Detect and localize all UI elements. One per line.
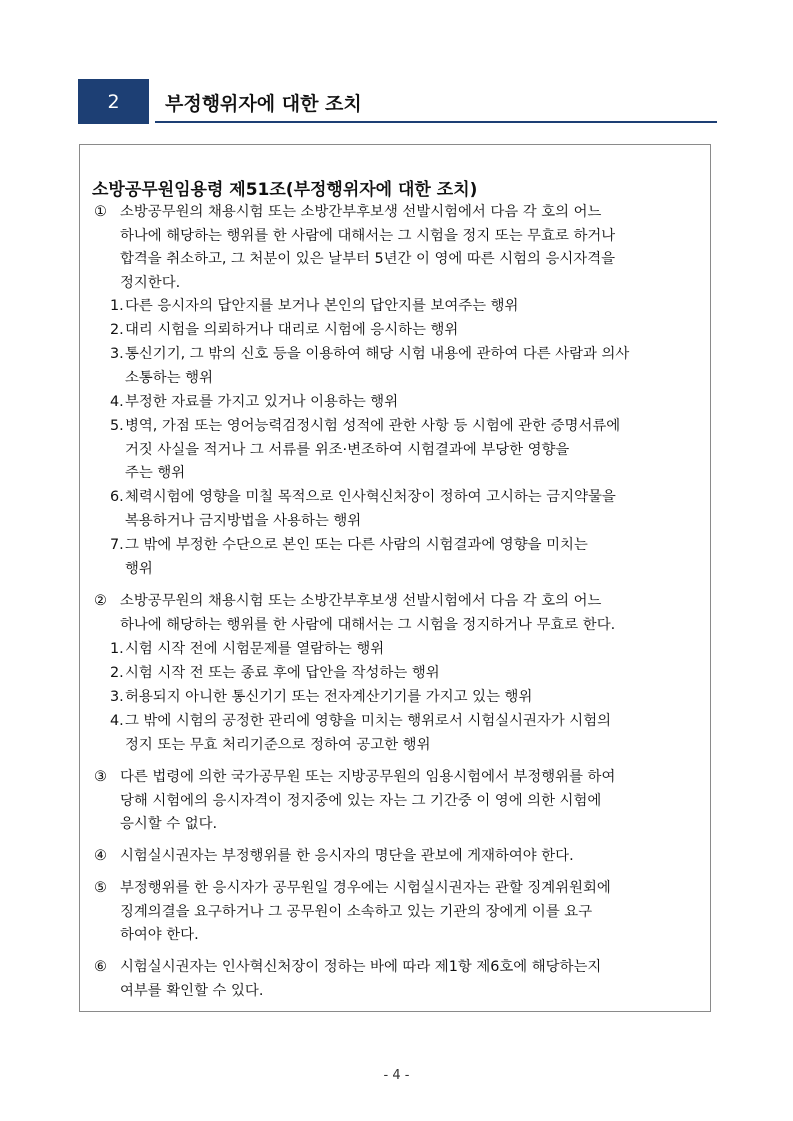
clause-line: 당해 시험에의 응시자격이 정지중에 있는 자는 그 기간중 이 영에 의한 시험에	[120, 792, 602, 809]
item-line: 시험 시작 전 또는 종료 후에 답안을 작성하는 행위	[125, 665, 440, 681]
clause-line: 하나에 해당하는 행위를 한 사람에 대해서는 그 시험을 정지 또는 무효로 하거나	[120, 227, 616, 244]
item-number: 4.	[110, 713, 124, 729]
item-line: 시험 시작 전에 시험문제를 열람하는 행위	[125, 641, 385, 657]
clause-6	[94, 956, 702, 1003]
page-number: - 4 -	[383, 1068, 410, 1083]
clause-2	[94, 590, 702, 637]
clause-number: ③	[94, 769, 107, 785]
law-article-box	[79, 144, 711, 1012]
list-item	[110, 319, 702, 343]
clause-1	[94, 201, 702, 295]
item-line: 소통하는 행위	[125, 369, 213, 386]
item-line: 체력시험에 영향을 미칠 목적으로 인사혁신처장이 정하여 고시하는 금지약물을	[125, 489, 616, 505]
clause-line: 다른 법령에 의한 국가공무원 또는 지방공무원의 임용시험에서 부정행위를 하여	[120, 769, 616, 785]
list-item	[110, 391, 702, 415]
item-line: 병역, 가점 또는 영어능력검정시험 성적에 관한 사항 등 시험에 관한 증명서류에	[125, 418, 621, 434]
clause-5	[94, 877, 702, 948]
list-item	[110, 710, 702, 757]
clause-line: 소방공무원의 채용시험 또는 소방간부후보생 선발시험에서 다음 각 호의 어느	[120, 593, 602, 609]
clause-line: 합격을 취소하고, 그 처분이 있은 날부터 5년간 이 영에 따른 시험의 응시자격을	[120, 251, 615, 267]
item-number: 2.	[110, 322, 124, 338]
item-line: 주는 행위	[125, 465, 186, 481]
list-item	[110, 415, 702, 486]
clause-number: ⑥	[94, 959, 107, 975]
clause-line: 징계의결을 요구하거나 그 공무원이 소속하고 있는 기관의 장에게 이를 요구	[120, 903, 593, 920]
section-header	[78, 79, 717, 124]
clause-number: ②	[94, 593, 107, 609]
list-item	[110, 638, 702, 662]
item-line: 다른 응시자의 답안지를 보거나 본인의 답안지를 보여주는 행위	[125, 298, 519, 314]
item-line: 행위	[125, 560, 153, 577]
list-item	[110, 686, 702, 710]
item-line: 대리 시험을 의뢰하거나 대리로 시험에 응시하는 행위	[125, 322, 459, 338]
item-number: 2.	[110, 665, 124, 681]
item-number: 3.	[110, 346, 124, 362]
item-line: 그 밖에 부정한 수단으로 본인 또는 다른 사람의 시험결과에 영향을 미치는	[125, 537, 588, 553]
clause-line: 하여야 한다.	[120, 927, 199, 943]
item-line: 부정한 자료를 가지고 있거나 이용하는 행위	[125, 394, 399, 410]
item-number: 1.	[110, 298, 124, 314]
list-item	[110, 343, 702, 390]
clause-line: 응시할 수 없다.	[120, 816, 218, 832]
section-underline	[155, 121, 717, 123]
item-line: 통신기기, 그 밖의 신호 등을 이용하여 해당 시험 내용에 관하여 다른 사람과 의사	[125, 346, 630, 362]
item-number: 6.	[110, 489, 124, 505]
clause-line: 부정행위를 한 응시자가 공무원일 경우에는 시험실시권자는 관할 징계위원회에	[120, 880, 611, 896]
section-number-badge: 2	[78, 79, 149, 124]
clause-number: ⑤	[94, 880, 107, 896]
section-title: 부정행위자에 대한 조치	[165, 93, 362, 115]
clause-number: ④	[94, 848, 107, 864]
law-article-title: 소방공무원임용령 제51조(부정행위자에 대한 조치)	[92, 180, 478, 200]
clause-line: 여부를 확인할 수 있다.	[120, 982, 264, 999]
item-line: 복용하거나 금지방법을 사용하는 행위	[125, 512, 362, 529]
clause-line: 정지한다.	[120, 274, 181, 291]
clause-4	[94, 845, 702, 869]
clause-line: 시험실시권자는 인사혁신처장이 정하는 바에 따라 제1항 제6호에 해당하는지	[120, 959, 602, 975]
item-number: 5.	[110, 418, 124, 434]
item-number: 3.	[110, 689, 124, 705]
clause-3	[94, 766, 702, 837]
list-item	[110, 295, 702, 319]
item-line: 거짓 사실을 적거나 그 서류를 위조·변조하여 시험결과에 부당한 영향을	[125, 441, 570, 458]
list-item	[110, 534, 702, 581]
item-line: 그 밖에 시험의 공정한 관리에 영향을 미치는 행위로서 시험실시권자가 시험의	[125, 713, 612, 729]
item-line: 허용되지 아니한 통신기기 또는 전자계산기기를 가지고 있는 행위	[125, 689, 533, 705]
clause-line: 소방공무원의 채용시험 또는 소방간부후보생 선발시험에서 다음 각 호의 어느	[120, 204, 602, 220]
clause-number: ①	[94, 204, 107, 220]
item-number: 4.	[110, 394, 124, 410]
item-number: 7.	[110, 537, 124, 553]
list-item	[110, 486, 702, 533]
item-number: 1.	[110, 641, 124, 657]
clause-line: 시험실시권자는 부정행위를 한 응시자의 명단을 관보에 게재하여야 한다.	[120, 848, 574, 864]
item-line: 정지 또는 무효 처리기준으로 정하여 공고한 행위	[125, 736, 431, 753]
list-item	[110, 662, 702, 686]
clause-line: 하나에 해당하는 행위를 한 사람에 대해서는 그 시험을 정지하거나 무효로 한다.	[120, 616, 616, 633]
